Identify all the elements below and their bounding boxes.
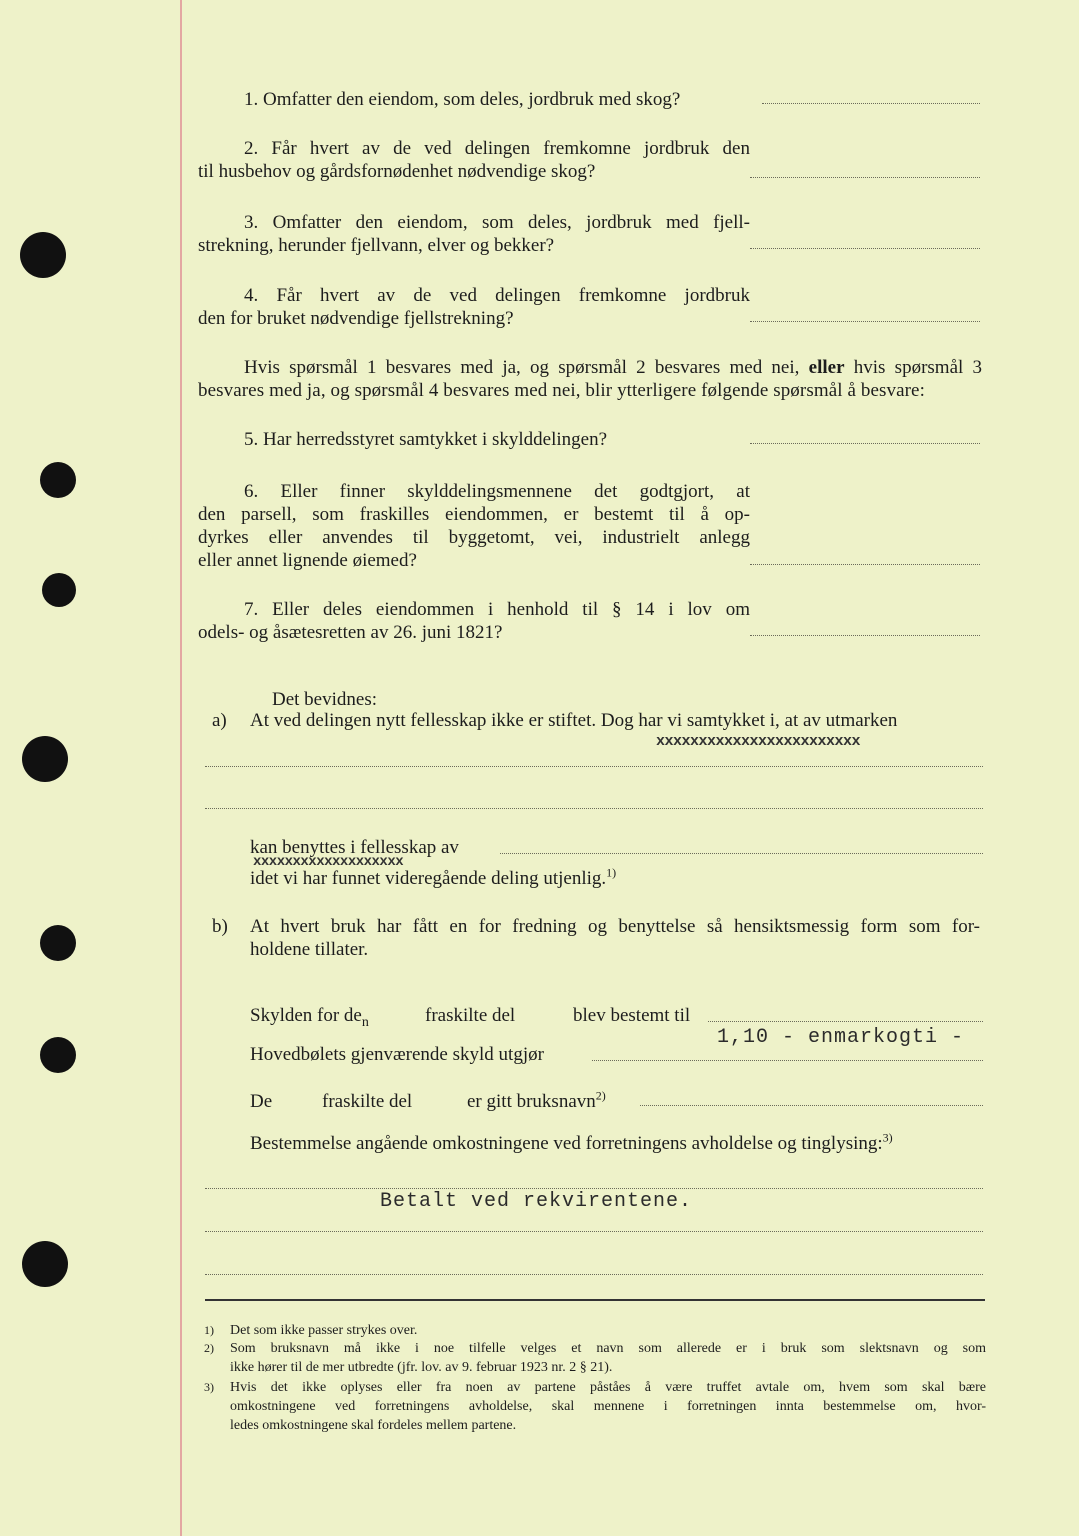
line-blank <box>205 1231 983 1232</box>
line-blank <box>500 853 983 854</box>
skyld-label: Skylden for $de_n$ <box>250 1005 369 1030</box>
question-4-line-2: den for bruket nødvendige fjellstrekning? <box>198 308 514 329</box>
question-4-line-1: 4. Får hvert av de ved delingen fremkomne jordbruk <box>244 285 750 306</box>
shared-use-line-2: idet vi har funnet videregående deling utjenlig.$^{1)}$ <box>250 865 617 889</box>
line-blank <box>592 1060 983 1061</box>
footnote-3-mark: 3) <box>204 1380 214 1394</box>
punch-hole-icon <box>22 736 68 782</box>
footnote-1: Det som ikke passer strykes over. <box>230 1323 418 1338</box>
footnote-2-line-2: ikke hører til de mer utbredte (jfr. lov. av 9. februar 1923 nr. 2 § 21). <box>230 1360 613 1375</box>
item-b-line-1: At hvert bruk har fått en for fredning og benyttelse så hensiktsmessig form som for- <box>250 916 980 937</box>
line-blank <box>708 1021 983 1022</box>
question-2-line-2: til husbehov og gårdsfornødenhet nødvendige skog? <box>198 161 596 182</box>
costs-label: Bestemmelse angående omkostningene ved forretningens avholdelse og tinglysing:$^{3)}$ <box>250 1130 893 1154</box>
question-3-line-1: 3. Omfatter den eiendom, som deles, jordbruk med fjell- <box>244 212 750 233</box>
de-label: De <box>250 1091 273 1112</box>
item-a-label: a) <box>212 710 227 731</box>
answer-blank-7 <box>750 635 980 636</box>
line-blank <box>205 1274 983 1275</box>
skyld-bestemt: blev bestemt til <box>573 1005 691 1026</box>
question-7-line-1: 7. Eller deles eiendommen i henhold til § 14 i lov om <box>244 599 750 620</box>
question-6-line-1: 6. Eller finner skylddelingsmennene det godtgjort, at <box>244 481 750 502</box>
question-7-line-2: odels- og åsætesretten av 26. juni 1821? <box>198 622 503 643</box>
costs-value: Betalt ved rekvirentene. <box>380 1190 693 1213</box>
typed-x-strikeout: xxxxxxxxxxxxxxxxxxx <box>253 854 404 870</box>
question-6-line-2: den parsell, som fraskilles eiendommen, er bestemt til å op- <box>198 504 750 525</box>
question-2-line-1: 2. Får hvert av de ved delingen fremkomne jordbruk den <box>244 138 750 159</box>
question-5: 5. Har herredsstyret samtykket i skylddelingen? <box>244 429 608 450</box>
footnote-3-line-2: omkostningene ved forretningens avholdelse, skal mennene i forretningen innta bestemmelse om, hvor- <box>230 1399 986 1414</box>
fraskilte-label: fraskilte del <box>322 1091 413 1112</box>
item-a-text: At ved delingen nytt fellesskap ikke er stiftet. Dog har vi samtykket i, at av utmarken <box>250 710 898 731</box>
answer-blank-5 <box>750 443 980 444</box>
item-b-line-2: holdene tillater. <box>250 939 369 960</box>
skyld-fraskilte: fraskilte del <box>425 1005 516 1026</box>
punch-hole-icon <box>42 573 76 607</box>
red-margin-line <box>180 0 182 1536</box>
answer-blank-4 <box>750 321 980 322</box>
footnote-3-line-1: Hvis det ikke oplyses eller fra noen av partene påståes å være truffet avtale om, hvem som skal bære <box>230 1380 986 1395</box>
shared-use-line-1: kan benyttes i fellesskap av <box>250 837 459 858</box>
footnote-3-line-3: ledes omkostningene skal fordeles mellem partene. <box>230 1418 517 1433</box>
answer-blank-2 <box>750 177 980 178</box>
bruksnavn-label: er gitt bruksnavn$^{2)}$ <box>467 1088 606 1112</box>
item-b-label: b) <box>212 916 228 937</box>
line-blank <box>205 1188 983 1189</box>
footnote-separator <box>205 1299 985 1301</box>
punch-hole-icon <box>40 1037 76 1073</box>
footnote-2-line-1: Som bruksnavn må ikke i noe tilfelle velges et navn som allerede er i bruk som slektsnavn og som <box>230 1341 986 1356</box>
question-6-line-4: eller annet lignende øiemed? <box>198 550 417 571</box>
skyld-value: 1,10 - enmarkogti - <box>717 1026 965 1049</box>
answer-blank-1 <box>762 103 980 104</box>
hovedbol-label: Hovedbølets gjenværende skyld utgjør <box>250 1044 544 1065</box>
punch-hole-icon <box>40 925 76 961</box>
condition-line-2: besvares med ja, og spørsmål 4 besvares med nei, blir ytterligere følgende spørsmål å besvare: <box>198 380 925 401</box>
question-3-line-2: strekning, herunder fjellvann, elver og bekker? <box>198 235 555 256</box>
punch-hole-icon <box>20 232 66 278</box>
line-blank <box>640 1105 983 1106</box>
line-blank <box>205 808 983 809</box>
certify-heading: Det bevidnes: <box>272 689 378 710</box>
footnote-2-mark: 2) <box>204 1341 214 1355</box>
punch-hole-icon <box>40 462 76 498</box>
punch-hole-icon <box>22 1241 68 1287</box>
question-6-line-3: dyrkes eller anvendes til byggetomt, vei, industrielt anlegg <box>198 527 750 548</box>
footnote-1-mark: 1) <box>204 1323 214 1337</box>
answer-blank-6 <box>750 564 980 565</box>
question-1: 1. Omfatter den eiendom, som deles, jordbruk med skog? <box>244 89 681 110</box>
answer-blank-3 <box>750 248 980 249</box>
condition-line-1: Hvis spørsmål 1 besvares med ja, og spørsmål 2 besvares med nei, eller hvis spørsmål 3 <box>244 357 983 378</box>
line-blank <box>205 766 983 767</box>
typed-x-strikeout: xxxxxxxxxxxxxxxxxxxxxxxx <box>656 733 861 750</box>
